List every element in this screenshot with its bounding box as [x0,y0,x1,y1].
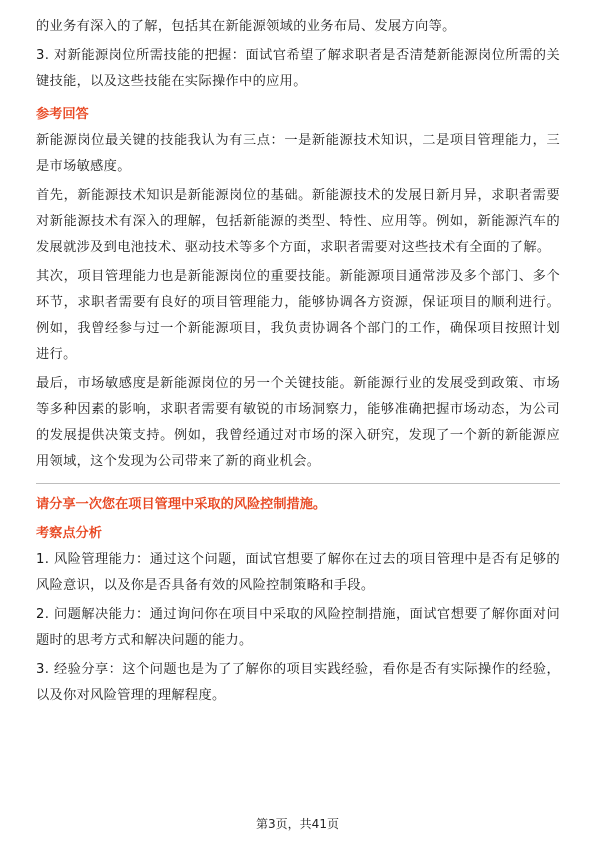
document-body [36,14,560,709]
answer-heading: 参考回答 [36,107,89,122]
analysis-heading: 考察点分析 [36,526,102,541]
evaluation-point-3: 3. 对新能源岗位所需技能的把握：面试官希望了解求职者是否清楚新能源岗位所需的关键技能，以及这些技能在实际操作中的应用。 [36,48,560,89]
analysis-point-3: 3. 经验分享：这个问题也是为了了解你的项目实践经验，看你是否有实际操作的经验，以及你对风险管理的理解程度。 [36,662,560,703]
answer-paragraph-4: 最后，市场敏感度是新能源岗位的另一个关键技能。新能源行业的发展受到政策、市场等多种因素的影响，求职者需要有敏锐的市场洞察力，能够准确把握市场动态，为公司的发展提供决策支持。例如，我曾经通过对市场的深入研究，发现了一个新的新能源应用领域，这个发现为公司带来了新的商业机会。 [36,376,560,469]
page-footer: 第3页，共41页 [256,817,339,831]
answer-paragraph-1: 新能源岗位最关键的技能我认为有三点：一是新能源技术知识，二是项目管理能力，三是市场敏感度。 [36,133,560,174]
answer-paragraph-2: 首先，新能源技术知识是新能源岗位的基础。新能源技术的发展日新月异，求职者需要对新能源技术有深入的理解，包括新能源的类型、特性、应用等。例如，新能源汽车的发展就涉及到电池技术、驱动技术等多个方面，求职者需要对这些技术有全面的了解。 [36,188,560,255]
intro-tail-paragraph: 的业务有深入的了解，包括其在新能源领域的业务布局、发展方向等。 [36,19,456,34]
analysis-point-1: 1. 风险管理能力：通过这个问题，面试官想要了解你在过去的项目管理中是否有足够的风险意识，以及你是否具备有效的风险控制策略和手段。 [36,552,560,593]
answer-paragraph-3: 其次，项目管理能力也是新能源岗位的重要技能。新能源项目通常涉及多个部门、多个环节，求职者需要有良好的项目管理能力，能够协调各方资源，保证项目的顺利进行。例如，我曾经参与过一个新能源项目，我负责协调各个部门的工作，确保项目按照计划进行。 [36,269,560,362]
analysis-point-2: 2. 问题解决能力：通过询问你在项目中采取的风险控制措施，面试官想要了解你面对问题时的思考方式和解决问题的能力。 [36,607,560,648]
section-divider [36,483,560,484]
question-heading: 请分享一次您在项目管理中采取的风险控制措施。 [36,497,327,512]
